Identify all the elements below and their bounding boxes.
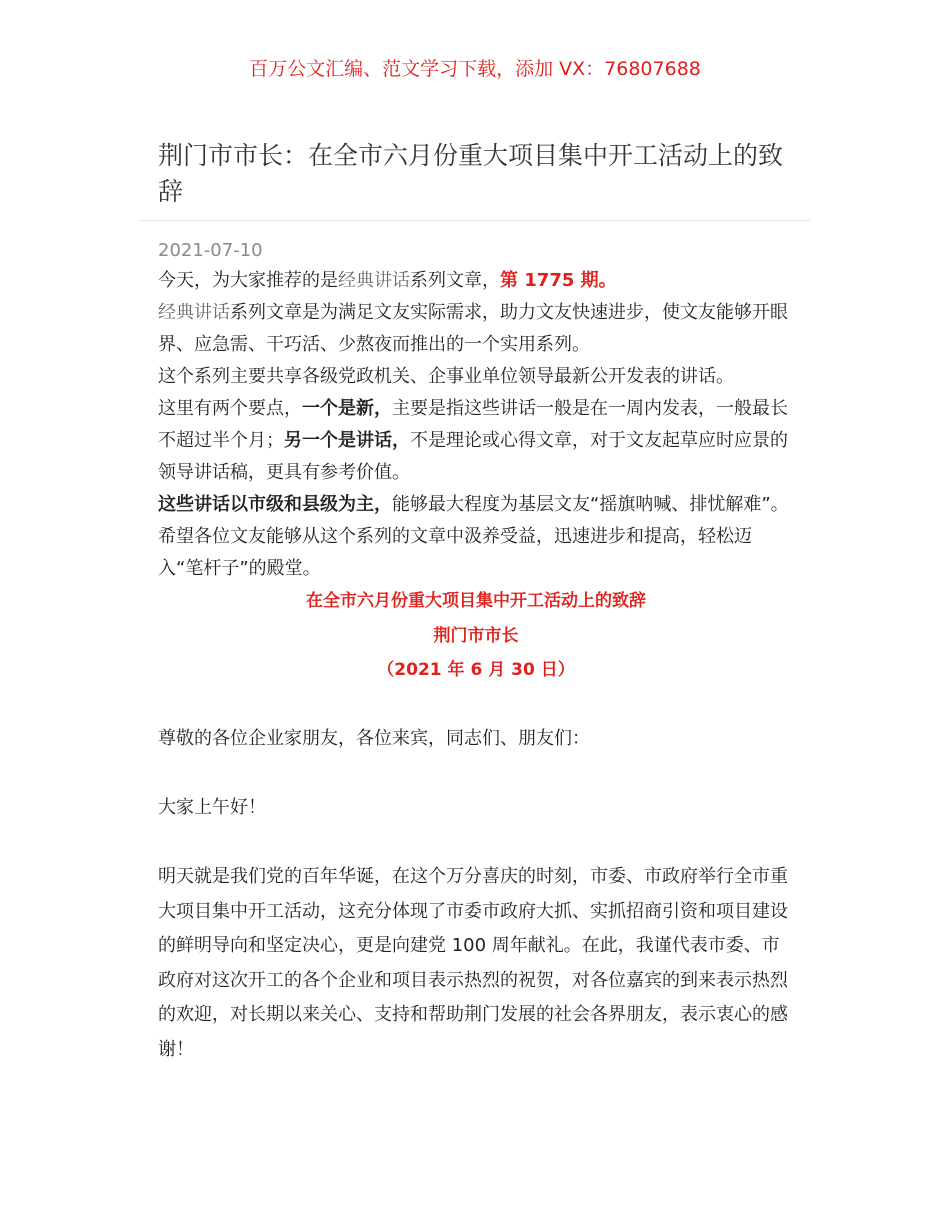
speech-date: （2021 年 6 月 30 日）	[377, 660, 575, 680]
key-point-3: 这些讲话以市级和县级为主，	[158, 494, 392, 515]
article-title: 荆门市市长：在全市六月份重大项目集中开工活动上的致辞	[158, 141, 784, 206]
speech-salutation: 尊敬的各位企业家朋友，各位来宾，同志们、朋友们：	[158, 728, 590, 749]
intro-section	[158, 265, 794, 585]
intro-text: 能够最大程度为基层文友“摇旗呐喊、排忧解难”。希望各位文友能够从这个系列的文章中汲养受益，迅速进步和提高，轻松迈入“笔杆子”的殿堂。	[158, 494, 789, 579]
intro-text: 主要是指这些讲话一般是在一周内发表，一般最长不超过半个月；	[158, 398, 788, 451]
series-name: 经典讲话	[158, 302, 230, 323]
issue-number: 第 1775 期。	[500, 270, 617, 291]
speech-heading: 在全市六月份重大项目集中开工活动上的致辞	[306, 591, 646, 611]
intro-paragraph-2	[158, 297, 794, 361]
key-point-2: 另一个是讲话，	[284, 430, 410, 451]
promo-banner: 百万公文汇编、范文学习下载，添加 VX：76807688	[249, 58, 701, 80]
intro-paragraph-4	[158, 393, 794, 489]
intro-text: 系列文章是为满足文友实际需求，助力文友快速进步，使文友能够开眼界、应急需、干巧活、少熬夜而推出的一个实用系列。	[158, 302, 788, 355]
intro-paragraph-5	[158, 489, 794, 585]
publish-date: 2021-07-10	[158, 240, 263, 261]
intro-text: 不是理论或心得文章，对于文友起草应时应景的领导讲话稿，更具有参考价值。	[158, 430, 788, 483]
key-point-1: 一个是新，	[302, 398, 392, 419]
intro-paragraph-3: 这个系列主要共享各级党政机关、企事业单位领导最新公开发表的讲话。	[158, 366, 734, 387]
intro-text: 今天，为大家推荐的是	[158, 270, 338, 291]
intro-paragraph-1	[158, 265, 794, 297]
speech-greeting: 大家上午好！	[158, 797, 266, 818]
speech-speaker: 荆门市市长	[433, 626, 519, 646]
intro-text: 系列文章，	[410, 270, 500, 291]
speech-paragraph-1: 明天就是我们党的百年华诞，在这个万分喜庆的时刻，市委、市政府举行全市重大项目集中开工活动，这充分体现了市委市政府大抓、实抓招商引资和项目建设的鲜明导向和坚定决心，更是向建党 100 周年献礼。在此，我谨代表市委、市政府对这次开工的各个企业和项目表示热烈的祝贺，对各位嘉宾的到来表示热烈的欢迎，对长期以来关心、支持和帮助荆门发展的社会各界朋友，表示衷心的感谢！	[158, 866, 788, 1060]
title-divider	[140, 220, 810, 221]
series-name: 经典讲话	[338, 270, 410, 291]
intro-text: 这里有两个要点，	[158, 398, 302, 419]
